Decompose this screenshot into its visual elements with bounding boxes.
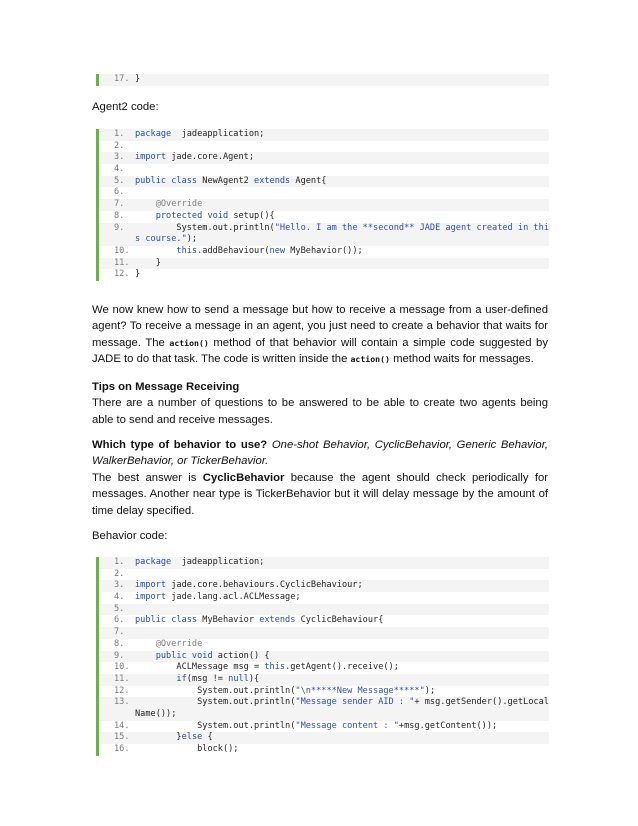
code-token: System.out.println( [135, 685, 296, 696]
code-keyword: import [135, 592, 167, 603]
code-line [99, 74, 549, 86]
code-token: jade.core.behaviours.CyclicBehaviour; [166, 580, 363, 591]
answer-term: CyclicBehavior [202, 471, 285, 484]
line-number: 10. [114, 662, 130, 673]
code-keyword: this [264, 662, 286, 673]
line-number: 16. [114, 744, 130, 755]
line-number: 6. [114, 187, 125, 198]
code-text [132, 697, 549, 720]
code-string: "\n*****New Message*****" [295, 685, 425, 696]
code-line [99, 732, 549, 744]
code-text [132, 604, 549, 616]
code-continuation [135, 709, 549, 721]
code-token: NewAgent2 [197, 175, 255, 186]
code-token: setup(){ [228, 210, 275, 221]
line-number: 12. [114, 685, 130, 696]
line-number: 8. [114, 210, 125, 221]
code-line [99, 557, 549, 569]
code-token: } [135, 269, 141, 280]
code-text [132, 164, 549, 176]
code-line [99, 211, 549, 223]
code-keyword: extends [254, 175, 291, 186]
agent2-code-block [96, 129, 549, 281]
code-line [99, 674, 549, 686]
code-text [132, 199, 549, 211]
code-token: jadeapplication; [171, 129, 265, 139]
line-number: 1. [114, 129, 125, 139]
code-text [132, 152, 549, 164]
code-keyword: import [135, 580, 167, 591]
line-number: 10. [114, 245, 130, 256]
code-line [99, 744, 549, 756]
code-line [99, 592, 549, 604]
code-text [132, 258, 549, 270]
code-text: } [135, 74, 141, 84]
code-keyword: if [176, 673, 187, 684]
line-number: 5. [114, 603, 125, 614]
code-token: .addBehaviour( [197, 245, 270, 256]
tips-section [92, 379, 548, 428]
code-line [99, 141, 549, 153]
code-token: +msg.getContent()); [398, 720, 498, 731]
code-line [99, 627, 549, 639]
code-token: jade.lang.acl.ACLMessage; [166, 592, 301, 603]
code-text [132, 732, 549, 744]
code-line [99, 258, 549, 270]
code-token: jadeapplication; [171, 557, 265, 567]
code-fragment-top [96, 74, 549, 86]
code-token: CyclicBehaviour{ [295, 615, 384, 626]
code-string: "Hello. I am the **second** JADE agent created in thi [274, 222, 549, 233]
line-number: 3. [114, 580, 125, 591]
tips-body: There are a number of questions to be answered to be able to create two agents being able to send and receive messages. [92, 397, 548, 426]
code-token [135, 199, 156, 209]
code-keyword: public class [135, 175, 198, 186]
line-number: 6. [114, 615, 125, 626]
code-keyword: extends [259, 615, 296, 626]
code-line [99, 639, 549, 651]
code-text [132, 246, 549, 258]
code-token: action() { [212, 650, 270, 661]
code-keyword: public void [155, 650, 213, 661]
code-line [99, 152, 549, 164]
code-line [99, 721, 549, 733]
which-behavior-section [92, 437, 548, 519]
code-text [132, 662, 549, 674]
code-line [99, 569, 549, 581]
code-text [132, 557, 549, 569]
line-number: 13. [114, 697, 130, 708]
code-token [135, 674, 176, 684]
code-text [132, 651, 549, 663]
code-text [132, 639, 549, 651]
code-line [99, 246, 549, 258]
code-keyword: import [135, 152, 167, 163]
code-token [135, 639, 156, 649]
code-text [132, 627, 549, 639]
line-number: 3. [114, 152, 125, 163]
code-keyword: new [269, 245, 286, 256]
line-number: 17. [114, 74, 130, 84]
line-number: 14. [114, 720, 130, 731]
code-line [99, 164, 549, 176]
code-string: s course." [135, 234, 187, 245]
code-line [99, 662, 549, 674]
code-token: MyBehavior()); [285, 245, 363, 256]
code-string: "Message sender AID : " [295, 697, 415, 708]
line-number: 4. [114, 592, 125, 603]
line-number: 2. [114, 568, 125, 579]
code-text [132, 744, 549, 756]
code-text [132, 569, 549, 581]
code-token: + msg.getSender().getLocal [414, 697, 549, 708]
line-number: 15. [114, 732, 130, 743]
answer-post: because the agent should check periodically for messages. Another near type is TickerBehavior but it will delay message by the amount of time delay specified. [92, 471, 549, 517]
line-number: 9. [114, 650, 125, 661]
line-number: 11. [114, 257, 130, 268]
code-line [99, 199, 549, 211]
code-token: ); [186, 234, 198, 245]
code-text [132, 615, 549, 627]
code-keyword: this [176, 245, 198, 256]
code-text [132, 187, 549, 199]
code-line [99, 686, 549, 698]
code-keyword: package [135, 129, 172, 139]
tips-heading: Tips on Message Receiving [92, 381, 240, 393]
para-text: method waits for messages. [389, 353, 534, 366]
behavior-code-block [96, 557, 549, 756]
para-text: method of that behavior will contain a simple code suggested by JADE to do that task. The code is written inside the [92, 336, 548, 366]
line-number: 11. [114, 673, 130, 684]
code-token [135, 211, 156, 221]
answer-pre: The best answer is [92, 471, 203, 484]
code-line [99, 697, 549, 720]
code-text [132, 269, 549, 281]
line-number: 8. [114, 638, 125, 649]
code-keyword: public class [135, 615, 198, 626]
line-number: 2. [114, 140, 125, 151]
code-line [99, 580, 549, 592]
inline-code-action: action() [169, 337, 209, 348]
code-token: } [135, 257, 161, 268]
code-line [99, 129, 549, 141]
code-line [99, 187, 549, 199]
line-number: 7. [114, 627, 125, 638]
code-token: (msg != [186, 673, 229, 684]
code-keyword: package [135, 557, 172, 567]
code-token: System.out.println( [135, 697, 296, 708]
code-keyword: null [228, 673, 249, 684]
line-number: 9. [114, 222, 125, 233]
inline-code-action: action() [350, 354, 390, 365]
code-line [99, 223, 549, 246]
code-token: Agent{ [290, 175, 327, 186]
code-line [99, 269, 549, 281]
code-text [132, 211, 549, 223]
paragraph-receive [92, 302, 548, 368]
line-number: 5. [114, 175, 125, 186]
line-number: 1. [114, 557, 125, 567]
code-text [132, 674, 549, 686]
code-token: .getAgent().receive(); [285, 662, 399, 673]
code-text [132, 141, 549, 153]
code-text [132, 580, 549, 592]
code-keyword: else [181, 732, 203, 743]
code-line [99, 615, 549, 627]
code-text [132, 223, 549, 246]
code-line [99, 604, 549, 616]
code-string: "Message content : " [295, 720, 399, 731]
code-text [132, 592, 549, 604]
code-annotation: @Override [155, 199, 203, 210]
code-text [132, 686, 549, 698]
code-line [99, 176, 549, 188]
code-token: ACLMessage msg = [135, 662, 265, 673]
code-token: System.out.println( [135, 222, 275, 233]
code-token: { [202, 732, 213, 743]
code-token: block(); [135, 744, 239, 755]
code-keyword: protected void [155, 210, 229, 221]
code-token: MyBehavior [197, 615, 260, 626]
para-text: We now knew how to send a message but how to receive a message from a user-defined agent? To receive a message in an agent, you just need to create a behavior that waits for message. The [92, 304, 548, 349]
code-token: System.out.println( [135, 720, 296, 731]
code-text [132, 176, 549, 188]
behavior-heading: Behavior code: [92, 530, 168, 542]
which-question: Which type of behavior to use? [92, 439, 268, 451]
which-options: One-shot Behavior, CyclicBehavior, Generic Behavior, WalkerBehavior, or TickerBehavior. [92, 439, 548, 468]
code-token: } [135, 732, 182, 743]
code-token: Name()); [135, 708, 177, 719]
line-number: 7. [114, 199, 125, 210]
code-line [99, 651, 549, 663]
code-token: ); [424, 685, 436, 696]
code-text [132, 129, 549, 141]
code-token [135, 246, 176, 256]
code-text [132, 721, 549, 733]
line-number: 12. [114, 269, 130, 280]
line-number: 4. [114, 164, 125, 175]
code-token [135, 651, 156, 661]
code-token: ){ [248, 673, 260, 684]
code-token: jade.core.Agent; [166, 152, 255, 163]
agent2-heading: Agent2 code: [92, 101, 159, 113]
code-annotation: @Override [155, 638, 203, 649]
code-continuation [135, 234, 549, 246]
